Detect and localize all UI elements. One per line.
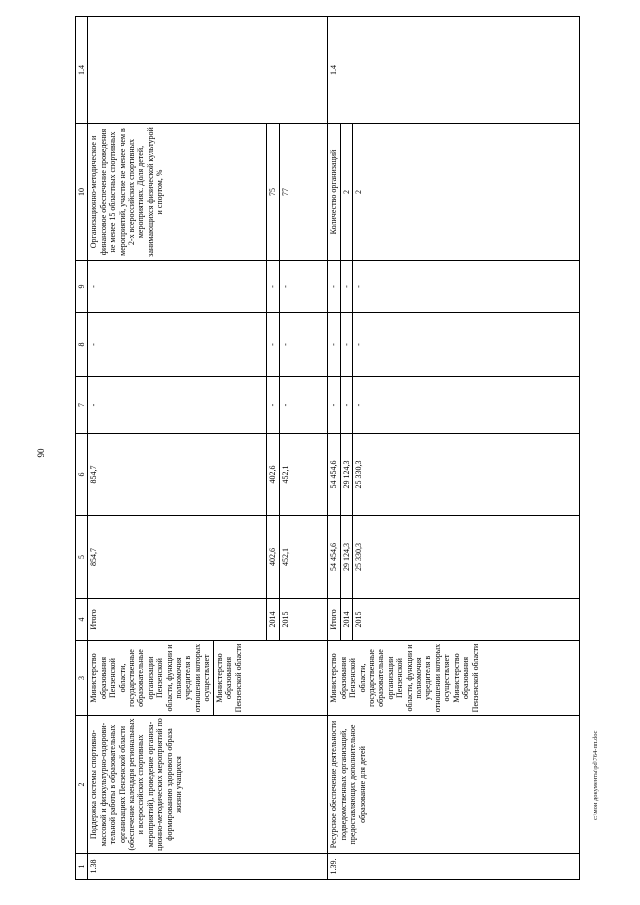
col7-cell (88, 377, 328, 434)
value-2015: 452,1 (279, 434, 291, 515)
value-2015: 452,1 (279, 516, 291, 598)
value-2014: 29 124,3 (340, 434, 352, 515)
value-2014: - (340, 313, 352, 376)
header-cell: 7 (76, 377, 88, 434)
value-total: - (89, 343, 99, 346)
executor (88, 641, 328, 716)
table-row-1-39 (328, 17, 580, 880)
value-2014: - (340, 377, 352, 433)
header-row (76, 17, 88, 880)
header-cell: 1 (76, 854, 88, 880)
years-cell (88, 599, 328, 641)
header-cell: 6 (76, 434, 88, 516)
indicator-cell (328, 124, 580, 261)
indicator-text: Количество организаций (329, 149, 339, 235)
value-total: 854,7 (89, 548, 99, 566)
col11-cell: 1.4 (328, 17, 580, 124)
value-2015: - (352, 313, 364, 376)
col8-cell (328, 313, 580, 377)
value-2014: 402,6 (266, 434, 278, 515)
row-number: 1.38 (88, 854, 328, 880)
value-2015: - (279, 313, 291, 376)
year-2014: 2014 (266, 599, 278, 640)
value-2015: - (352, 377, 364, 433)
footer-path (592, 730, 608, 836)
col9-cell (328, 261, 580, 313)
value-total: - (89, 403, 99, 407)
header-cell: 10 (76, 124, 88, 261)
header-cell: 8 (76, 313, 88, 377)
indicator-2015: 77 (279, 124, 291, 260)
value-2015: 25 330,3 (352, 434, 364, 515)
value-2014: 29 124,3 (340, 516, 352, 598)
value-total: 54 454,6 (329, 543, 339, 571)
activity-name: Ресурсное обеспечение деятельности подведомственных организаций, предоставляющих дополнительное образование для детей (328, 716, 580, 854)
col9-cell (88, 261, 328, 313)
table-row-1-38 (88, 17, 328, 880)
value-2015: - (352, 261, 364, 312)
header-cell: 5 (76, 516, 88, 599)
value-2015: 25 330,3 (352, 516, 364, 598)
value-total: - (329, 403, 339, 407)
executor-bottom: Министерство образования Пензенской области (213, 641, 244, 715)
value-2015: - (279, 261, 291, 312)
indicator-2015: 2 (352, 124, 364, 260)
col6-cell (88, 434, 328, 516)
indicator-2014: 75 (266, 124, 278, 260)
value-2015: - (279, 377, 291, 433)
col11-cell (88, 17, 328, 124)
year-2015: 2015 (352, 599, 364, 640)
value-total: - (329, 343, 339, 346)
year-2014: 2014 (340, 599, 352, 640)
header-cell: 9 (76, 261, 88, 313)
table-container (75, 17, 580, 880)
year-total: Итого (89, 609, 99, 630)
activity-name: Поддержка системы спортивно-массовой и физкультурно-оздорови-тельной работы в образовательных организациях Пензенской области (обеспечение календаря региональных и всероссийских спортивных мероприятий), проведение организа-ционно-методических мероприятий по формированию здорового образа жизни учащихся (88, 716, 328, 854)
col5-cell (328, 516, 580, 599)
indicator-2014: 2 (340, 124, 352, 260)
col7-cell (328, 377, 580, 434)
value-total: 54 454,6 (329, 460, 339, 489)
value-total: 854,7 (89, 465, 99, 484)
value-total: - (329, 285, 339, 288)
col8-cell (88, 313, 328, 377)
executor-top: Министерство образования Пензенской области, государственные образовательные организации Пензенской области, функции и полномочия учредителя в отношении которых осуществляет (89, 643, 212, 713)
value-2014: - (266, 377, 278, 433)
footer-path-text: c:\мои документы\pd\764-пп.doc (592, 730, 599, 820)
header-cell: 3 (76, 641, 88, 716)
years-cell (328, 599, 580, 641)
indicator-text: Организационно-методическое и финансовое обеспечение проведения не менее 15 областных спортивных мероприятий, участие не менее чем в 2-х всероссийских спортивных мероприятиях. Доля детей, занимающихся физической культурой и спортом, % (89, 127, 165, 257)
indicator-cell (88, 124, 328, 261)
value-2014: 402,6 (266, 516, 278, 598)
header-cell: 2 (76, 716, 88, 854)
value-total: - (89, 285, 99, 288)
col6-cell (328, 434, 580, 516)
year-total: Итого (329, 609, 339, 630)
year-2015: 2015 (279, 599, 291, 640)
executor: Министерство образования Пензенской области, государственные образовательные организации Пензенской области, функции и полномочия учредителя в отношении которых осуществляет Министерство образования Пензенской области (328, 641, 580, 716)
header-cell: 1.4 (76, 17, 88, 124)
value-2014: - (340, 261, 352, 312)
row-number: 1.39. (328, 854, 580, 880)
program-table (75, 16, 580, 880)
value-2014: - (266, 261, 278, 312)
value-2014: - (266, 313, 278, 376)
header-cell: 4 (76, 599, 88, 641)
col5-cell (88, 516, 328, 599)
page-number: 90 (36, 448, 46, 458)
